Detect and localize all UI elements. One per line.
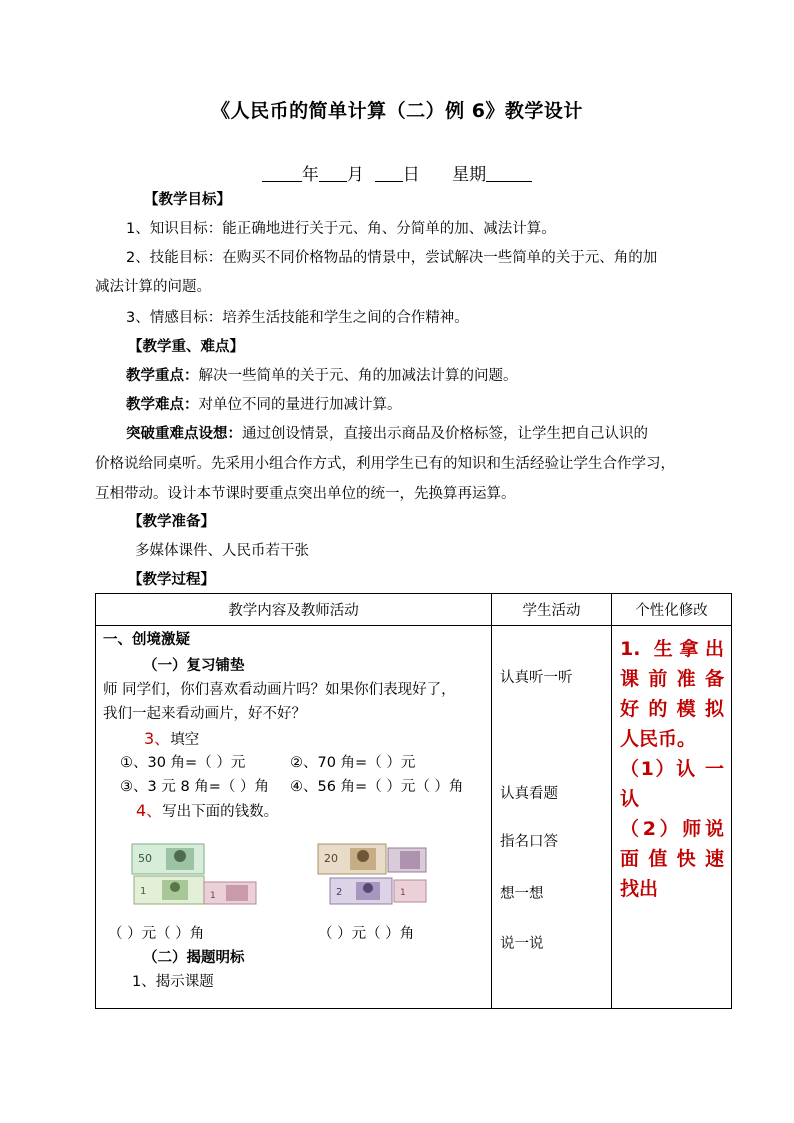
objective-2-line1: 2、技能目标：在购买不同价格物品的情景中，尝试解决一些简单的关于元、角的加 [126, 250, 658, 266]
note-line-4: 人民币。 [620, 728, 697, 750]
banknote-5-jiao [388, 848, 426, 872]
fill-row2-b: ④、56 角=（ ）元（ ）角 [290, 779, 464, 795]
prep-text: 多媒体课件、人民币若干张 [135, 543, 309, 559]
breakthrough-line2: 价格说给同桌听。先采用小组合作方式，利用学生已有的知识和生活经验让学生合作学习， [95, 456, 675, 472]
prep-heading: 【教学准备】 [128, 514, 215, 530]
date-line [0, 160, 794, 185]
content-cell [96, 626, 492, 1009]
keypoints-heading: 【教学重、难点】 [128, 339, 244, 355]
difficulty-text: 对单位不同的量进行加减计算。 [198, 397, 402, 413]
process-heading: 【教学过程】 [128, 572, 215, 588]
breakthrough-label: 突破重难点设想： [126, 426, 242, 442]
svg-text:2: 2 [336, 887, 343, 898]
part1-heading: 一、创境激疑 [103, 632, 190, 648]
weekday-blank [486, 165, 532, 182]
svg-text:1: 1 [400, 888, 406, 898]
fill-row1-a: ①、30 角=（ ）元 [120, 755, 246, 771]
svg-text:1: 1 [210, 891, 216, 901]
money-blank-left: （ ）元（ ）角 [108, 926, 205, 942]
q3-number: 3、 [144, 729, 171, 748]
banknote-1-jiao [204, 882, 256, 904]
sub1-heading: （一）复习铺垫 [143, 658, 245, 674]
note-line-7: （2）师说 [620, 818, 724, 840]
objectives-heading: 【教学目标】 [144, 192, 231, 208]
header-notes: 个性化修改 [612, 594, 732, 626]
breakthrough-line3: 互相带动。设计本节课时要重点突出单位的统一，先换算再运算。 [95, 486, 516, 502]
banknotes-left-image [130, 842, 258, 908]
svg-text:1: 1 [140, 886, 147, 897]
q4-line [136, 801, 278, 822]
day-label: 日 [402, 165, 420, 185]
keypoint-label: 教学重点： [126, 368, 199, 384]
banknote-1-jiao-right [394, 880, 426, 902]
note-line-8: 面值快速 [620, 848, 724, 870]
note-line-3: 好的模拟 [620, 698, 724, 720]
svg-text:50: 50 [138, 852, 152, 865]
day-blank [375, 165, 403, 182]
banknotes-right-image [316, 842, 428, 908]
note-line-9: 找出 [620, 878, 659, 900]
header-content: 教学内容及教师活动 [96, 594, 492, 626]
month-label: 月 [346, 165, 364, 185]
sub2-heading: （二）揭题明标 [143, 950, 245, 966]
breakthrough-text1: 通过创设情景，直接出示商品及价格标签，让学生把自己认识的 [242, 426, 648, 442]
note-line-2: 课前准备 [620, 668, 724, 690]
keypoint-line [126, 366, 518, 386]
money-blank-right: （ ）元（ ）角 [318, 926, 415, 942]
student-activity-2: 认真看题 [500, 786, 558, 802]
keypoint-text: 解决一些简单的关于元、角的加减法计算的问题。 [198, 368, 518, 384]
student-activity-1: 认真听一听 [500, 670, 573, 686]
intro-line1: 师 同学们，你们喜欢看动画片吗？如果你们表现好了， [103, 682, 456, 698]
personalized-notes [620, 634, 724, 904]
difficulty-line [126, 395, 402, 415]
student-cell [492, 626, 612, 1009]
q4-number: 4、 [136, 801, 163, 820]
objective-3: 3、情感目标：培养生活技能和学生之间的合作精神。 [126, 310, 469, 326]
note-line-1: 1. 生拿出 [620, 638, 724, 660]
student-activity-3: 指名口答 [500, 834, 558, 850]
fill-row2-a: ③、3 元 8 角=（ ）角 [120, 779, 270, 795]
q4-text: 写出下面的钱数。 [162, 804, 279, 820]
breakthrough-line1 [126, 424, 648, 444]
intro-line2: 我们一起来看动画片，好不好？ [103, 706, 306, 722]
page-title: 《人民币的简单计算（二）例 6》教学设计 [211, 100, 583, 122]
banknote-20-yuan [318, 844, 386, 874]
month-blank [319, 165, 347, 182]
student-activity-4: 想一想 [500, 886, 544, 902]
q3-line [144, 729, 199, 750]
q3-text: 填空 [170, 732, 200, 748]
header-student: 学生活动 [492, 594, 612, 626]
student-activity-5: 说一说 [500, 936, 544, 952]
banknote-50-yuan [132, 844, 204, 874]
year-blank [262, 165, 302, 182]
difficulty-label: 教学难点： [126, 397, 199, 413]
fill-row1-b: ②、70 角=（ ）元 [290, 755, 416, 771]
objective-2-line2: 减法计算的问题。 [95, 279, 211, 295]
item1-text: 1、揭示课题 [132, 974, 214, 990]
weekday-label: 星期 [452, 165, 487, 185]
note-line-5: （1）认 一 [620, 758, 724, 780]
lesson-table [95, 593, 732, 1009]
banknote-2-yuan [330, 878, 392, 904]
svg-text:20: 20 [324, 852, 338, 865]
notes-cell [612, 626, 732, 1009]
table-header-row [96, 594, 732, 626]
year-label: 年 [301, 165, 319, 185]
banknote-1-yuan [134, 876, 204, 904]
table-body-row [96, 626, 732, 1009]
objective-1: 1、知识目标：能正确地进行关于元、角、分简单的加、减法计算。 [126, 221, 556, 237]
note-line-6: 认 [620, 788, 640, 810]
